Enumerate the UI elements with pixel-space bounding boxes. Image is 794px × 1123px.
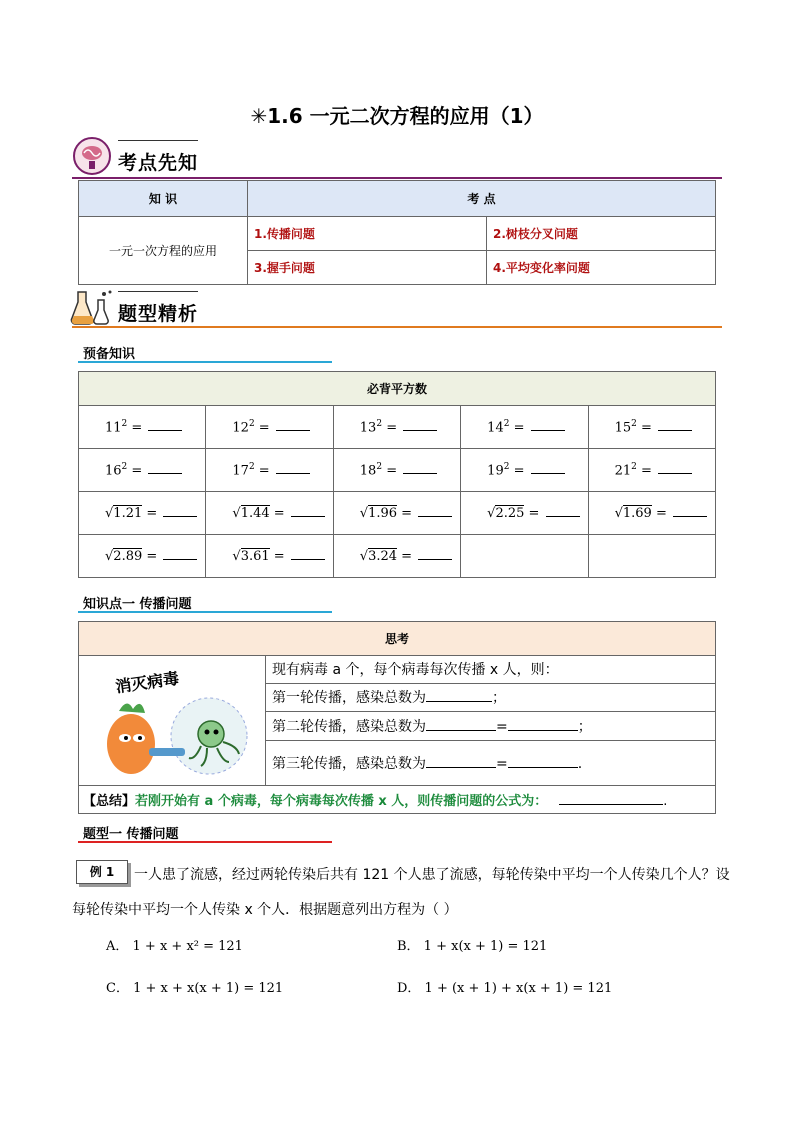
square-exponent: 2 (248, 461, 255, 472)
virus-illustration (79, 656, 266, 786)
sqrt-icon: √ (614, 505, 623, 521)
section-rule (72, 326, 722, 328)
section-decor-line (118, 291, 198, 292)
sqrt-value: 1.21 (113, 505, 143, 521)
answer-blank[interactable] (658, 430, 692, 431)
summary-label: 【总结】 (83, 794, 136, 809)
example-question-line1: 一人患了流感，经过两轮传染后共有 121 个人患了流感，每轮传染中平均一个人传染几个人？设 (134, 867, 730, 883)
equals-sign: = (127, 463, 147, 479)
square-cell (461, 406, 588, 449)
option-d[interactable]: D． 1 + (x + 1) + x(x + 1) = 121 (397, 981, 613, 996)
answer-blank[interactable] (531, 430, 565, 431)
illustration-caption: 消灭病毒 (114, 668, 181, 697)
answer-blank[interactable] (508, 767, 578, 768)
section-heading-kaodian: 考点先知 (118, 152, 199, 174)
square-cell (79, 492, 206, 535)
example-question-line2: 每轮传染中平均一个人传染 x 个人．根据题意列出方程为（ ） (72, 902, 458, 918)
square-cell (588, 535, 715, 578)
option-b[interactable]: B． 1 + x(x + 1) = 121 (397, 939, 548, 954)
think-line-3-text: 第二轮传播，感染总数为 (272, 719, 426, 736)
equals-sign: = (382, 420, 402, 436)
item-3: 3.握手问题 (248, 251, 487, 285)
square-exponent: 2 (631, 418, 637, 429)
square-exponent: 2 (121, 418, 128, 429)
square-exponent: 2 (631, 461, 637, 472)
answer-blank[interactable] (426, 767, 496, 768)
sqrt-icon: √ (359, 505, 369, 521)
formula-blank[interactable] (559, 804, 663, 805)
equals-sign: = (636, 463, 657, 479)
table-header-points: 考 点 (248, 181, 716, 217)
square-base: 16 (105, 463, 122, 479)
square-cell (206, 449, 333, 492)
row-label: 一元一次方程的应用 (79, 217, 248, 285)
square-base: 21 (614, 463, 632, 479)
square-cell (588, 449, 715, 492)
square-base: 19 (487, 463, 504, 479)
square-base: 14 (487, 420, 504, 436)
sqrt-icon: √ (105, 505, 114, 521)
answer-blank[interactable] (418, 516, 452, 517)
item-1: 1.传播问题 (248, 217, 487, 251)
summary-row: 【总结】若刚开始有 a 个病毒，每个病毒每次传播 x 人，则传播问题的公式为： . (79, 786, 716, 814)
square-cell (333, 535, 460, 578)
summary-text: 若刚开始有 a 个病毒，每个病毒每次传播 x 人，则传播问题的公式为： (135, 794, 548, 809)
answer-blank[interactable] (546, 516, 580, 517)
sqrt-icon: √ (359, 548, 369, 564)
table-header-knowledge: 知 识 (79, 181, 248, 217)
subheading-prep: 预备知识 (83, 347, 136, 362)
squares-row-3 (79, 492, 716, 535)
subheading-type1: 题型一 传播问题 (83, 827, 179, 842)
square-cell (461, 535, 588, 578)
think-line-4: 第三轮传播，感染总数为 = . (266, 740, 716, 785)
answer-blank[interactable] (291, 559, 325, 560)
answer-blank[interactable] (403, 430, 437, 431)
equals-sign: = (142, 548, 162, 564)
square-exponent: 2 (248, 418, 255, 429)
answer-blank[interactable] (658, 473, 692, 474)
square-cell (588, 492, 715, 535)
answer-blank[interactable] (426, 730, 496, 731)
answer-blank[interactable] (508, 730, 578, 731)
sqrt-value: 2.89 (113, 548, 143, 564)
square-base: 18 (359, 463, 377, 479)
item-4: 4.平均变化率问题 (487, 251, 716, 285)
answer-blank[interactable] (418, 559, 452, 560)
answer-blank[interactable] (276, 430, 310, 431)
think-header: 思考 (79, 622, 716, 656)
brain-icon (72, 136, 112, 176)
square-cell (79, 449, 206, 492)
square-cell (461, 492, 588, 535)
answer-blank[interactable] (673, 516, 707, 517)
squares-row-4 (79, 535, 716, 578)
square-cell (333, 406, 460, 449)
square-cell (333, 492, 460, 535)
think-line-2-text: 第一轮传播，感染总数为 (272, 690, 426, 707)
example-label-box: 例 1 (76, 860, 128, 884)
squares-row-1 (79, 406, 716, 449)
squares-table-title: 必背平方数 (79, 372, 716, 406)
square-base: 13 (359, 420, 377, 436)
equals-sign: = (651, 505, 671, 521)
equals-sign: = (397, 505, 417, 521)
equals-sign: = (142, 505, 162, 521)
sqrt-icon: √ (105, 548, 114, 564)
think-line-3: 第二轮传播，感染总数为 = ； (266, 712, 716, 741)
sqrt-value: 1.69 (622, 505, 652, 521)
square-cell (461, 449, 588, 492)
think-line-4-text: 第三轮传播，感染总数为 (272, 755, 426, 772)
option-c[interactable]: C． 1 + x + x(x + 1) = 121 (106, 981, 284, 996)
square-exponent: 2 (376, 461, 383, 472)
equals-sign: = (509, 463, 529, 479)
think-table (78, 621, 716, 814)
square-exponent: 2 (503, 461, 510, 472)
squares-row-2 (79, 449, 716, 492)
sqrt-value: 1.44 (240, 505, 270, 521)
square-exponent: 2 (503, 418, 510, 429)
equals-sign: = (254, 463, 274, 479)
answer-blank[interactable] (163, 516, 197, 517)
answer-blank[interactable] (148, 430, 182, 431)
sqrt-value: 2.25 (495, 505, 525, 521)
equals-sign: = (382, 463, 402, 479)
answer-blank[interactable] (426, 701, 492, 702)
answer-blank[interactable] (276, 473, 310, 474)
square-cell (206, 535, 333, 578)
equals-sign: = (397, 548, 417, 564)
flask-icon (70, 288, 114, 326)
sqrt-icon: √ (232, 505, 241, 521)
equals-sign: = (524, 505, 544, 521)
sqrt-icon: √ (487, 505, 496, 521)
square-base: 15 (614, 420, 632, 436)
subheading-rule (78, 361, 332, 363)
answer-blank[interactable] (291, 516, 325, 517)
sqrt-value: 3.24 (368, 548, 398, 564)
square-cell (588, 406, 715, 449)
section-decor-line (118, 140, 198, 141)
think-line-1: 现有病毒 a 个，每个病毒每次传播 x 人，则： (266, 656, 716, 684)
think-line-2: 第一轮传播，感染总数为 ； (266, 683, 716, 712)
equals-sign: = (269, 505, 289, 521)
section-heading-tixing: 题型精析 (118, 303, 199, 325)
answer-blank[interactable] (148, 473, 182, 474)
section-rule (72, 177, 722, 179)
answer-blank[interactable] (163, 559, 197, 560)
page-title: ✳1.6 一元二次方程的应用（1） (250, 104, 544, 128)
square-cell (206, 492, 333, 535)
square-exponent: 2 (121, 461, 128, 472)
equals-sign: = (254, 420, 274, 436)
equals-sign: = (269, 548, 289, 564)
subheading-rule (78, 611, 332, 613)
equals-sign: = (636, 420, 657, 436)
subheading-rule (78, 841, 332, 843)
square-base: 11 (105, 420, 122, 436)
square-base: 17 (232, 463, 249, 479)
answer-blank[interactable] (403, 473, 437, 474)
option-a[interactable]: A． 1 + x + x² = 121 (106, 939, 243, 954)
answer-blank[interactable] (531, 473, 565, 474)
square-base: 12 (232, 420, 249, 436)
sqrt-value: 1.96 (368, 505, 398, 521)
item-2: 2.树枝分叉问题 (487, 217, 716, 251)
sqrt-value: 3.61 (240, 548, 270, 564)
square-cell (206, 406, 333, 449)
sqrt-icon: √ (232, 548, 241, 564)
square-cell (333, 449, 460, 492)
equals-sign: = (509, 420, 529, 436)
squares-table (78, 371, 716, 578)
subheading-kp1: 知识点一 传播问题 (83, 597, 192, 612)
knowledge-table (78, 180, 716, 285)
equals-sign: = (127, 420, 147, 436)
square-cell (79, 535, 206, 578)
square-cell (79, 406, 206, 449)
square-exponent: 2 (376, 418, 383, 429)
